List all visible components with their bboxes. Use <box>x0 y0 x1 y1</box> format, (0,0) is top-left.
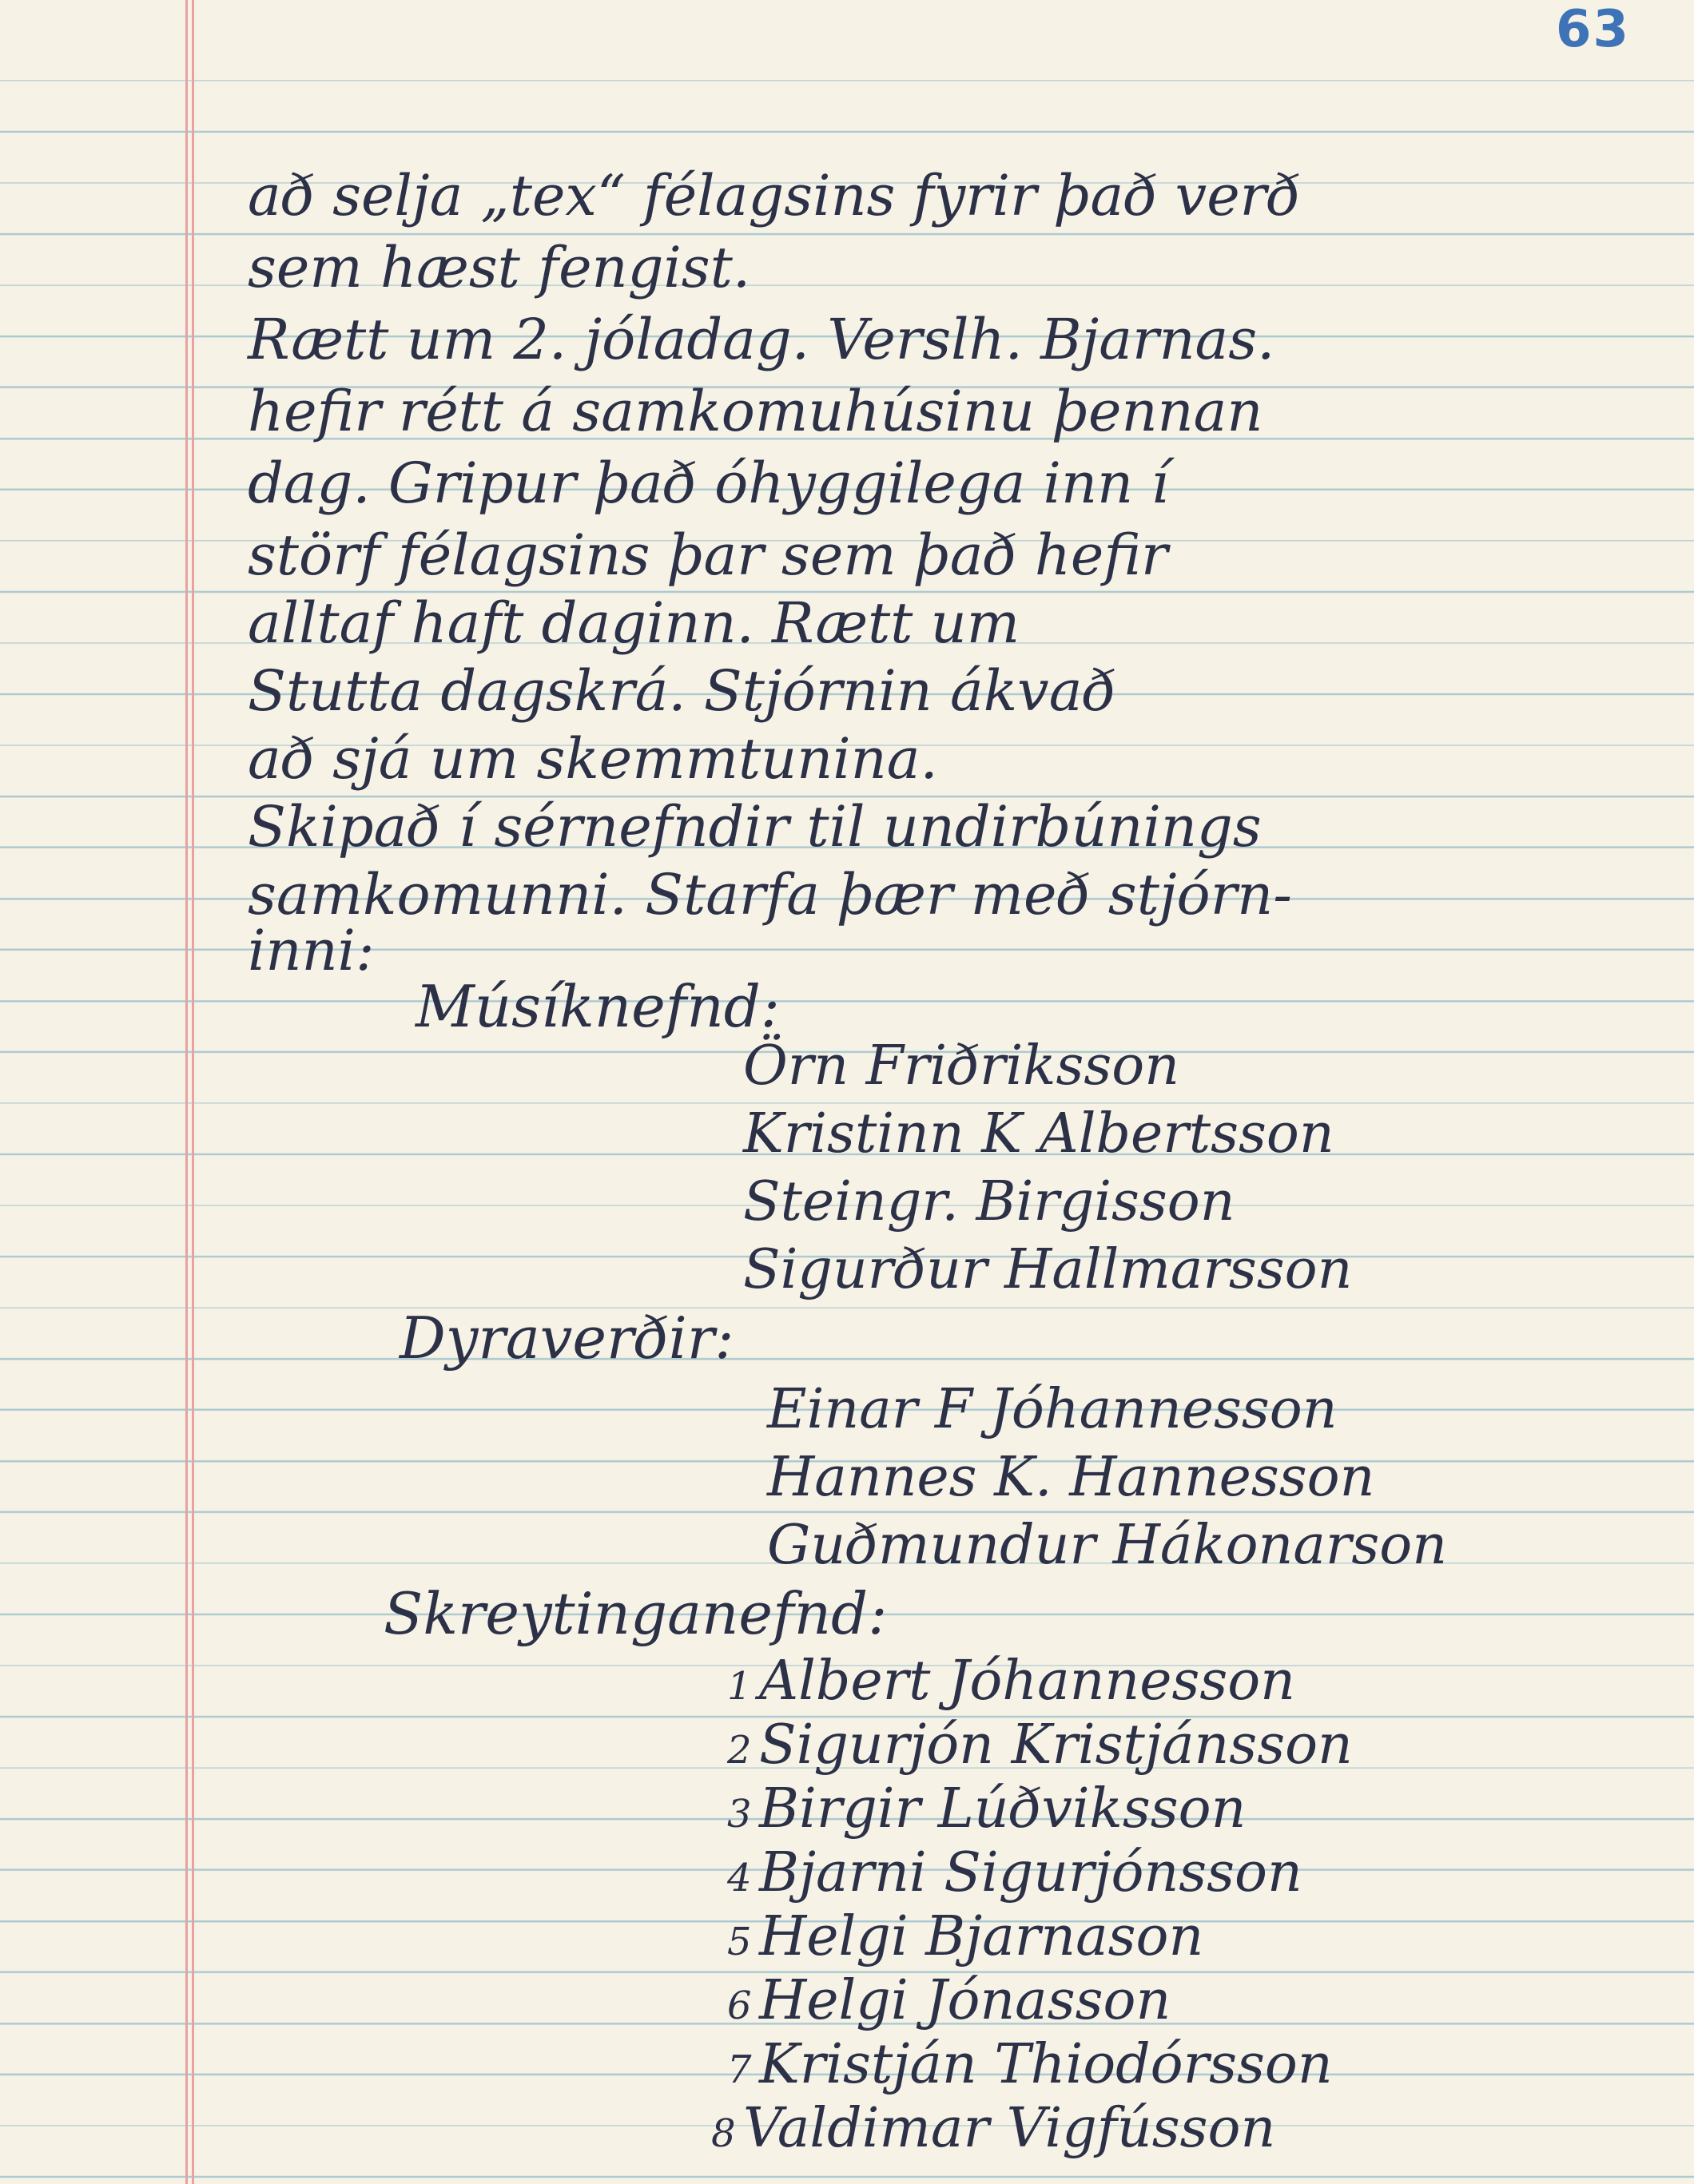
paragraph-line: alltaf haft daginn. Rætt um <box>248 590 1020 656</box>
paragraph-line: Rætt um 2. jóladag. Verslh. Bjarnas. <box>248 307 1275 372</box>
committee-heading: Músíknefnd: <box>416 973 781 1040</box>
member-number: 7 <box>727 2047 752 2092</box>
paragraph-line: störf félagsins þar sem það hefir <box>248 522 1168 588</box>
committee-member: Örn Friðriksson <box>743 1034 1180 1098</box>
committee-member: Sigurður Hallmarsson <box>743 1238 1353 1301</box>
member-name: Albert Jóhannesson <box>759 1650 1295 1713</box>
paragraph-line: að selja „tex“ félagsins fyrir það verð <box>248 163 1301 228</box>
paragraph-line: samkomunni. Starfa þær með stjórn- <box>248 862 1292 927</box>
member-name: Sigurjón Kristjánsson <box>759 1713 1353 1777</box>
paragraph-line: að sjá um skemmtunina. <box>248 726 938 792</box>
committee-member: Hannes K. Hannesson <box>767 1446 1375 1509</box>
member-number: 2 <box>727 1728 752 1773</box>
committee-member: Guðmundur Hákonarson <box>767 1514 1448 1577</box>
paragraph-line: Stutta dagskrá. Stjórnin ákvað <box>248 658 1116 724</box>
numbered-member <box>711 2093 1275 2170</box>
member-name: Bjarni Sigurjónsson <box>759 1841 1302 1904</box>
paragraph-line: inni: <box>248 918 375 983</box>
member-number: 3 <box>727 1792 752 1837</box>
paragraph-line: sem hæst fengist. <box>248 235 751 300</box>
committee-member: Einar F Jóhannesson <box>767 1378 1338 1441</box>
margin-line <box>192 0 194 2184</box>
paragraph-line: dag. Gripur það óhyggilega inn í <box>248 451 1169 516</box>
member-number: 8 <box>711 2111 736 2156</box>
member-number: 6 <box>727 1983 752 2028</box>
member-name: Helgi Bjarnason <box>759 1905 1204 1968</box>
member-name: Valdimar Vigfússon <box>743 2097 1276 2160</box>
committee-member: Kristinn K Albertsson <box>743 1102 1334 1165</box>
member-number: 1 <box>727 1664 752 1709</box>
committee-member: Steingr. Birgisson <box>743 1170 1235 1233</box>
margin-line <box>185 0 188 2184</box>
paragraph-line: Skipað í sérnefndir til undirbúnings <box>248 794 1262 860</box>
member-name: Kristján Thiodórsson <box>759 2033 1333 2096</box>
member-name: Birgir Lúðviksson <box>759 1777 1247 1841</box>
page-number: 63 <box>1555 0 1630 59</box>
paragraph-line: hefir rétt á samkomuhúsinu þennan <box>248 379 1263 444</box>
member-name: Helgi Jónasson <box>759 1969 1171 2032</box>
member-number: 4 <box>727 1856 752 1900</box>
committee-heading: Skreytinganefnd: <box>384 1580 888 1647</box>
member-number: 5 <box>727 1920 752 1964</box>
committee-heading: Dyraverðir: <box>400 1304 734 1372</box>
